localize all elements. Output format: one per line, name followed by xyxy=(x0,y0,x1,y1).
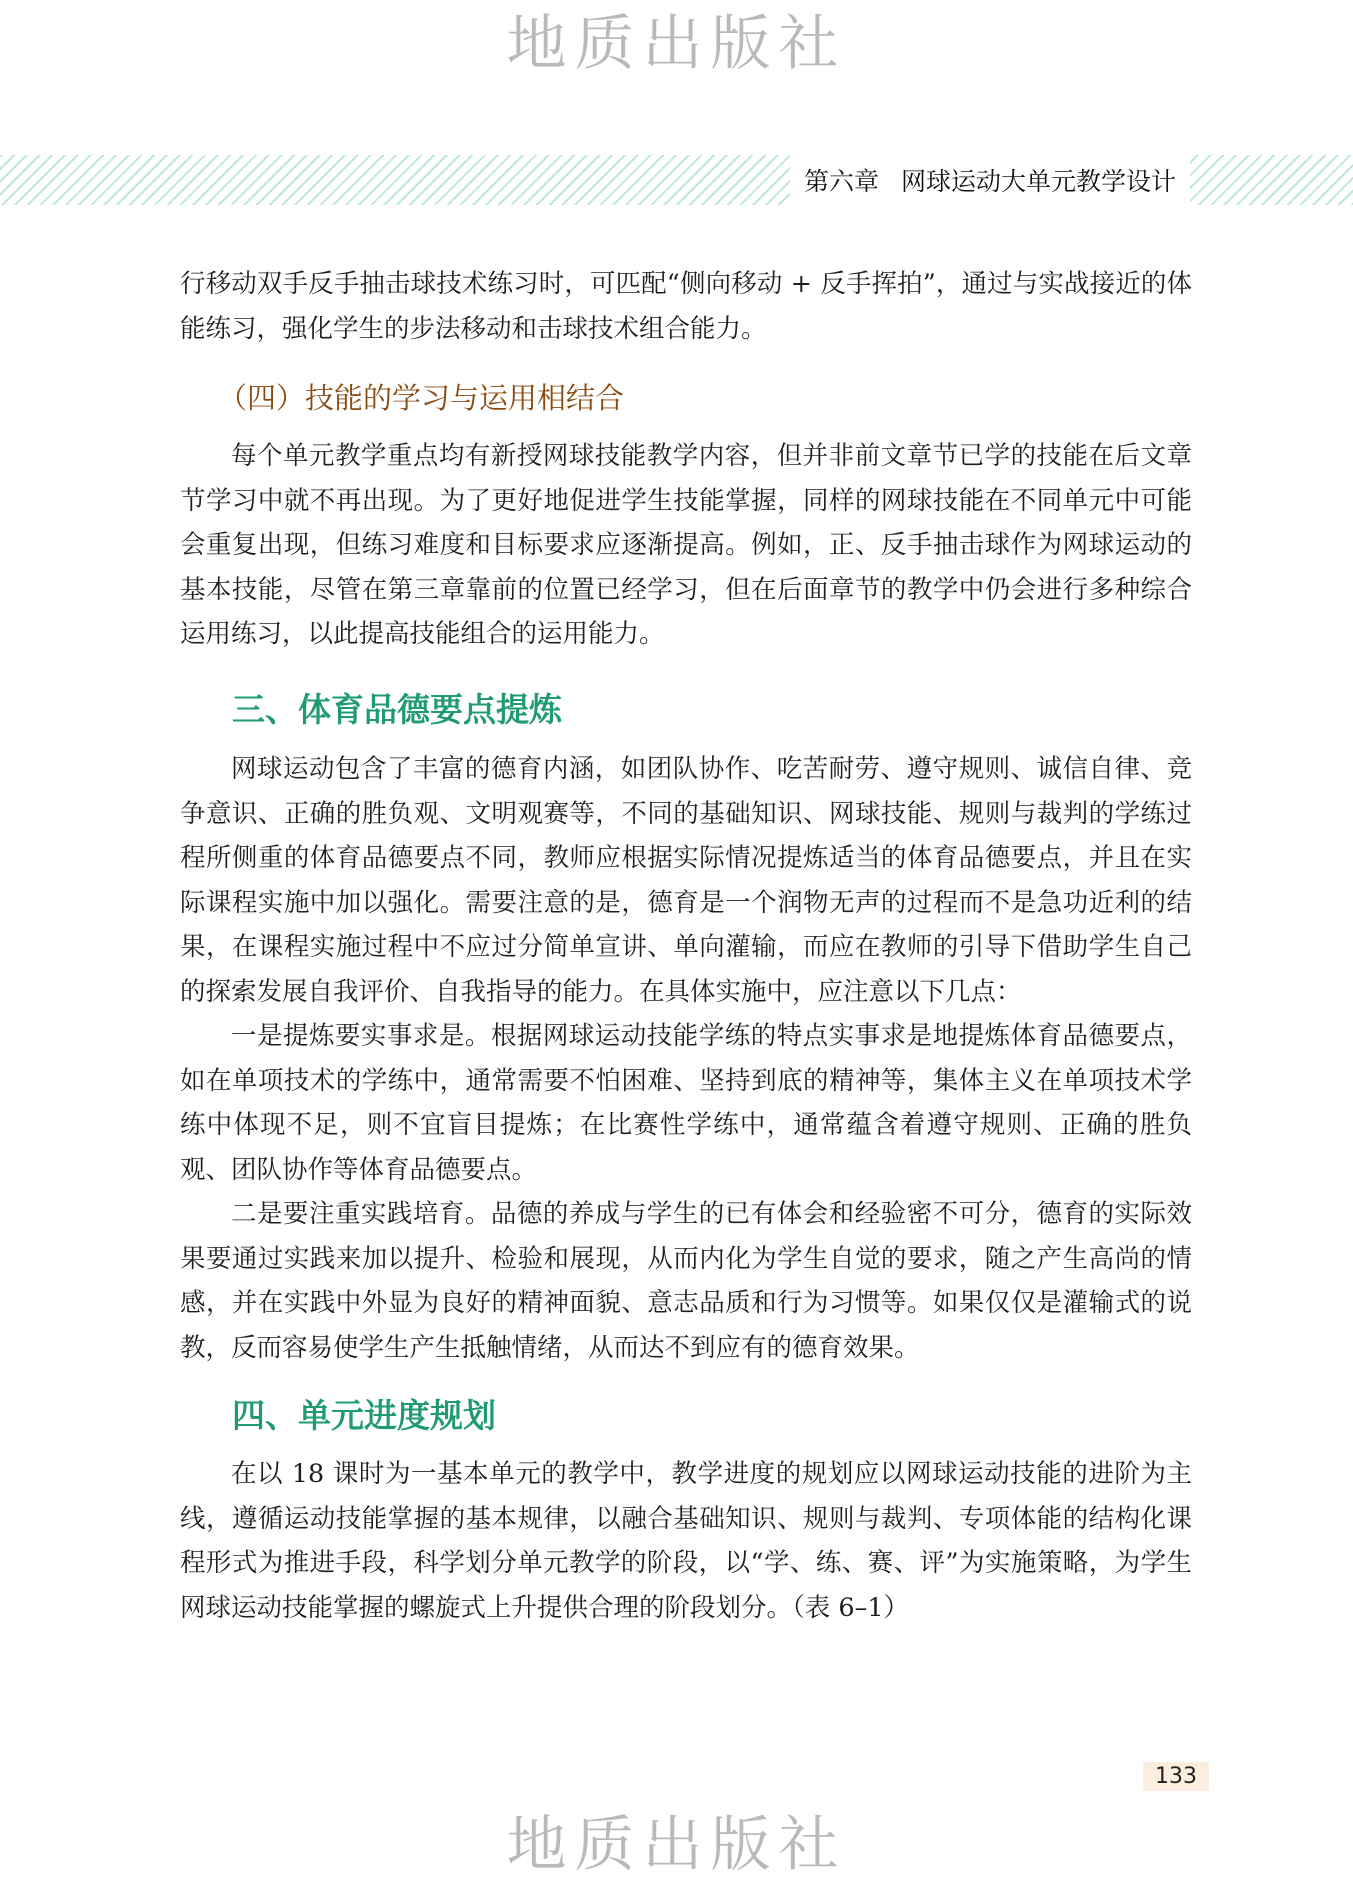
section-4-paragraph: 在以 18 课时为一基本单元的教学中，教学进度的规划应以网球运动技能的进阶为主线，遵循运动技能掌握的基本规律，以融合基础知识、规则与裁判、专项体能的结构化课程形式为推进手段，科学划分单元教学的阶段，以“学、练、赛、评”为实施策略，为学生网球运动技能掌握的螺旋式上升提供合理的阶段划分。（表 6–1） xyxy=(180,1459,1192,1623)
subsection-4-paragraph: 每个单元教学重点均有新授网球技能教学内容，但并非前文章节已学的技能在后文章节学习中就不再出现。为了更好地促进学生技能掌握，同样的网球技能在不同单元中可能会重复出现，但练习难度和目标要求应逐渐提高。例如，正、反手抽击球作为网球运动的基本技能，尽管在第三章靠前的位置已经学习，但在后面章节的教学中仍会进行多种综合运用练习，以此提高技能组合的运用能力。 xyxy=(180,441,1192,649)
section-heading-4: 四、单元进度规划 xyxy=(232,1396,496,1435)
subsection-4-block xyxy=(180,434,1192,657)
continued-paragraph: 行移动双手反手抽击球技术练习时，可匹配“侧向移动 + 反手挥拍”，通过与实战接近的体能练习，强化学生的步法移动和击球技术组合能力。 xyxy=(180,269,1192,344)
section-3-paragraph-2: 一是提炼要实事求是。根据网球运动技能学练的特点实事求是地提炼体育品德要点，如在单项技术的学练中，通常需要不怕困难、坚持到底的精神等，集体主义在单项技术学练中体现不足，则不宜盲目提炼；在比赛性学练中，通常蕴含着遵守规则、正确的胜负观、团队协作等体育品德要点。 xyxy=(180,1021,1192,1185)
page-number: 133 xyxy=(1143,1762,1209,1791)
publisher-watermark-bottom: 地质出版社 xyxy=(506,1810,847,1880)
section-heading-3: 三、体育品德要点提炼 xyxy=(232,690,562,729)
section-4-block xyxy=(180,1452,1192,1630)
section-3-paragraph-3: 二是要注重实践培育。品德的养成与学生的已有体会和经验密不可分，德育的实际效果要通过实践来加以提升、检验和展现，从而内化为学生自觉的要求，随之产生高尚的情感，并在实践中外显为良好的精神面貌、意志品质和行为习惯等。如果仅仅是灌输式的说教，反而容易使学生产生抵触情绪，从而达不到应有的德育效果。 xyxy=(180,1199,1192,1363)
running-header xyxy=(790,155,1190,205)
continued-paragraph-block xyxy=(180,262,1192,351)
section-3-paragraph-1: 网球运动包含了丰富的德育内涵，如团队协作、吃苦耐劳、遵守规则、诚信自律、竞争意识、正确的胜负观、文明观赛等，不同的基础知识、网球技能、规则与裁判的学练过程所侧重的体育品德要点不同，教师应根据实际情况提炼适当的体育品德要点，并且在实际课程实施中加以强化。需要注意的是，德育是一个润物无声的过程而不是急功近利的结果，在课程实施过程中不应过分简单宣讲、单向灌输，而应在教师的引导下借助学生自己的探索发展自我评价、自我指导的能力。在具体实施中，应注意以下几点： xyxy=(180,754,1192,1007)
publisher-watermark-top: 地质出版社 xyxy=(506,9,847,79)
chapter-number: 第六章 xyxy=(804,167,880,196)
subsection-heading-4: （四）技能的学习与运用相结合 xyxy=(218,381,625,415)
section-3-block xyxy=(180,747,1192,1370)
chapter-title: 网球运动大单元教学设计 xyxy=(901,167,1177,196)
